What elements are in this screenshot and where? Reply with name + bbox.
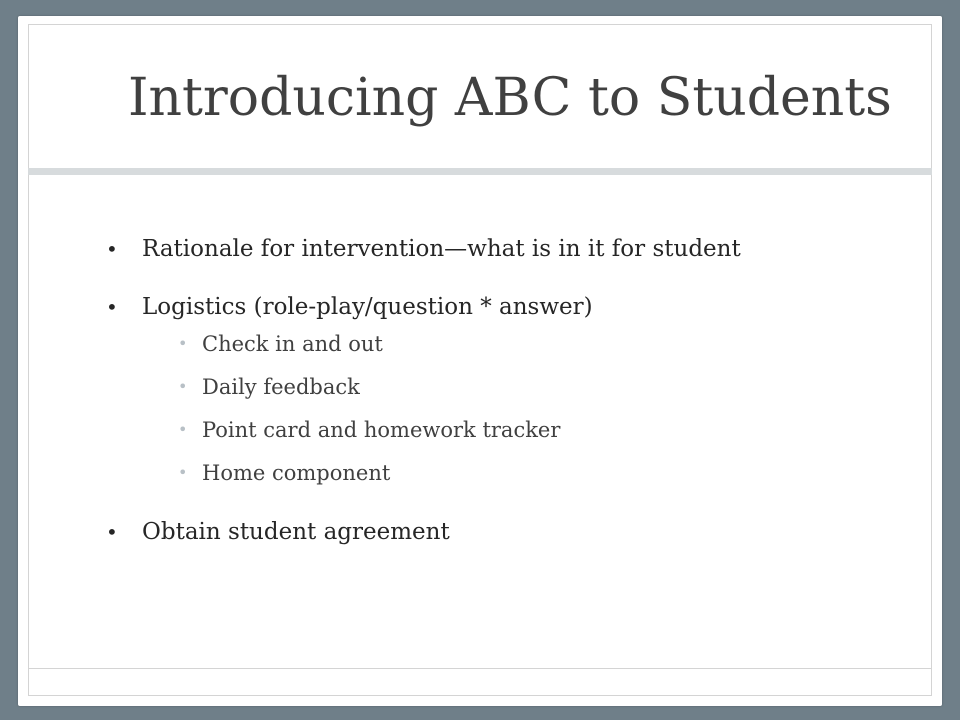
bullet-list xyxy=(106,234,886,547)
sub-bullet-list xyxy=(142,330,886,487)
slide-body xyxy=(106,234,886,547)
sub-bullet-text: Daily feedback xyxy=(202,375,360,399)
bullet-item xyxy=(106,517,886,547)
sub-bullet-icon: • xyxy=(178,420,188,439)
bullet-icon: • xyxy=(106,237,118,261)
bullet-item xyxy=(106,292,886,487)
sub-bullet-item xyxy=(142,330,886,358)
sub-bullet-text: Home component xyxy=(202,461,391,485)
sub-bullet-item xyxy=(142,373,886,401)
sub-bullet-icon: • xyxy=(178,463,188,482)
bullet-icon: • xyxy=(106,520,118,544)
title-area xyxy=(18,16,940,166)
sub-bullet-text: Point card and homework tracker xyxy=(202,418,561,442)
bullet-item xyxy=(106,234,886,264)
sub-bullet-icon: • xyxy=(178,334,188,353)
sub-bullet-item xyxy=(142,416,886,444)
bullet-icon: • xyxy=(106,295,118,319)
sub-bullet-icon: • xyxy=(178,377,188,396)
footer-divider xyxy=(28,668,932,669)
title-divider xyxy=(28,168,932,175)
bullet-text: Obtain student agreement xyxy=(142,519,450,545)
sub-bullet-item xyxy=(142,459,886,487)
slide xyxy=(18,16,942,706)
sub-bullet-text: Check in and out xyxy=(202,332,383,356)
bullet-text: Rationale for intervention—what is in it for student xyxy=(142,236,741,262)
slide-title: Introducing ABC to Students xyxy=(128,68,892,128)
bullet-text: Logistics (role-play/question * answer) xyxy=(142,294,593,320)
